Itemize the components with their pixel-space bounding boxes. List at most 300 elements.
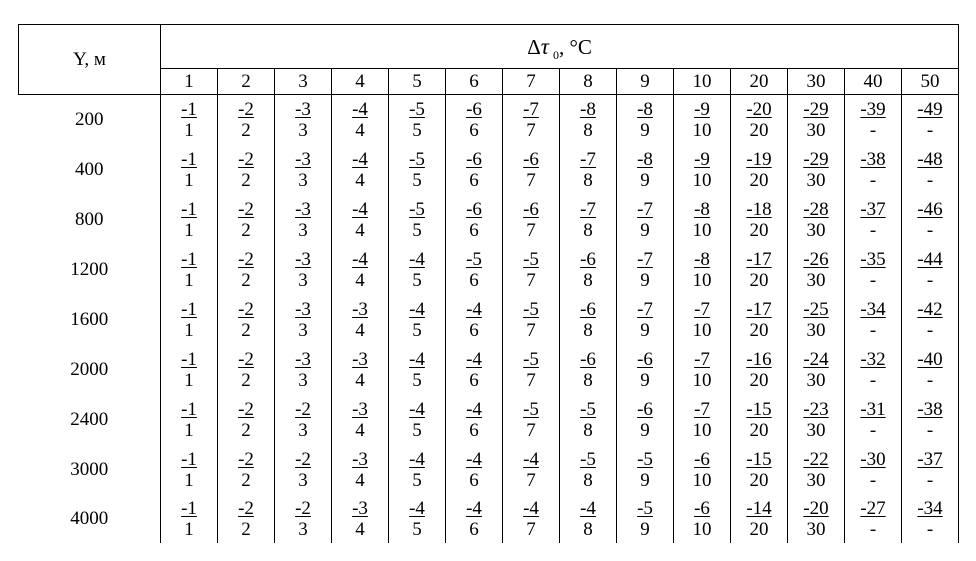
table-cell: [332, 145, 389, 195]
cell-numerator: -1: [181, 249, 197, 270]
table-cell: [332, 245, 389, 295]
table-cell: [788, 295, 845, 345]
cell-numerator: -39: [860, 99, 886, 120]
cell-denominator: 4: [355, 170, 365, 191]
table-cell: [275, 445, 332, 495]
cell-numerator: -2: [238, 199, 254, 220]
table-cell: [617, 145, 674, 195]
cell-numerator: -49: [917, 99, 943, 120]
cell-denominator: 10: [692, 270, 712, 291]
cell-denominator: 2: [241, 320, 251, 341]
cell-numerator: -6: [580, 349, 596, 370]
cell-numerator: -26: [803, 249, 829, 270]
table-cell: [674, 395, 731, 445]
cell-denominator: 9: [640, 519, 650, 540]
cell-numerator: -4: [352, 249, 368, 270]
table-cell: [617, 295, 674, 345]
cell-numerator: -3: [352, 349, 368, 370]
table-cell: [560, 395, 617, 445]
cell-numerator: -15: [746, 449, 772, 470]
cell-denominator: -: [869, 370, 877, 391]
cell-numerator: -6: [466, 199, 482, 220]
cell-numerator: -34: [860, 299, 886, 320]
table-cell: [560, 245, 617, 295]
temperature-correction-table: [18, 24, 959, 543]
cell-denominator: 4: [355, 420, 365, 441]
cell-denominator: 9: [640, 270, 650, 291]
cell-numerator: -5: [580, 399, 596, 420]
table-cell: [218, 295, 275, 345]
cell-denominator: 8: [583, 120, 593, 141]
cell-numerator: -4: [466, 349, 482, 370]
table-cell: [389, 95, 446, 146]
y-column-header: Y, м: [19, 25, 161, 95]
cell-denominator: 2: [241, 270, 251, 291]
y-value: 4000: [19, 495, 161, 543]
cell-numerator: -17: [746, 249, 772, 270]
table-cell: [161, 345, 218, 395]
cell-denominator: 10: [692, 320, 712, 341]
table-cell: [731, 245, 788, 295]
table-cell: [674, 95, 731, 146]
cell-denominator: 9: [640, 320, 650, 341]
table-cell: [845, 395, 902, 445]
cell-denominator: -: [869, 170, 877, 191]
table-cell: [902, 95, 959, 146]
cell-denominator: -: [926, 170, 934, 191]
column-header: 6: [446, 69, 503, 95]
cell-denominator: -: [869, 519, 877, 540]
cell-numerator: -2: [238, 449, 254, 470]
cell-denominator: -: [869, 270, 877, 291]
cell-denominator: 30: [806, 220, 826, 241]
table-cell: [503, 245, 560, 295]
cell-numerator: -6: [466, 99, 482, 120]
cell-denominator: 2: [241, 220, 251, 241]
cell-numerator: -3: [295, 299, 311, 320]
table-cell: [617, 395, 674, 445]
cell-denominator: -: [926, 270, 934, 291]
cell-numerator: -1: [181, 449, 197, 470]
table-cell: [503, 95, 560, 146]
table-cell: [560, 495, 617, 543]
cell-denominator: 6: [469, 220, 479, 241]
cell-numerator: -3: [295, 249, 311, 270]
column-header: 40: [845, 69, 902, 95]
table-cell: [332, 495, 389, 543]
cell-numerator: -1: [181, 99, 197, 120]
table-cell: [788, 345, 845, 395]
cell-denominator: 5: [412, 370, 422, 391]
cell-denominator: -: [926, 470, 934, 491]
table-cell: [332, 445, 389, 495]
cell-denominator: 8: [583, 420, 593, 441]
cell-numerator: -42: [917, 299, 943, 320]
table-cell: [389, 345, 446, 395]
cell-numerator: -5: [409, 99, 425, 120]
table-cell: [788, 195, 845, 245]
column-header: 10: [674, 69, 731, 95]
table-cell: [674, 145, 731, 195]
table-cell: [218, 95, 275, 146]
table-cell: [731, 295, 788, 345]
cell-denominator: 5: [412, 220, 422, 241]
cell-denominator: 4: [355, 320, 365, 341]
cell-numerator: -2: [238, 149, 254, 170]
cell-denominator: 9: [640, 220, 650, 241]
cell-numerator: -22: [803, 449, 829, 470]
cell-denominator: 1: [184, 120, 194, 141]
cell-denominator: 1: [184, 170, 194, 191]
cell-denominator: 20: [749, 320, 769, 341]
cell-numerator: -8: [694, 249, 710, 270]
cell-numerator: -2: [238, 299, 254, 320]
table-cell: [503, 145, 560, 195]
cell-denominator: 3: [298, 220, 308, 241]
cell-numerator: -14: [746, 498, 772, 519]
cell-numerator: -1: [181, 399, 197, 420]
cell-numerator: -28: [803, 199, 829, 220]
tau-symbol: τ: [540, 33, 549, 59]
cell-numerator: -9: [694, 149, 710, 170]
table-cell: [161, 395, 218, 445]
table-cell: [731, 145, 788, 195]
table-cell: [389, 245, 446, 295]
cell-denominator: 3: [298, 420, 308, 441]
cell-denominator: 30: [806, 320, 826, 341]
cell-denominator: 7: [526, 220, 536, 241]
table-cell: [446, 395, 503, 445]
table-cell: [560, 345, 617, 395]
cell-numerator: -5: [523, 249, 539, 270]
cell-denominator: 20: [749, 470, 769, 491]
y-value: 2000: [19, 345, 161, 395]
cell-denominator: 6: [469, 320, 479, 341]
cell-numerator: -4: [409, 399, 425, 420]
table-cell: [389, 145, 446, 195]
cell-numerator: -7: [694, 299, 710, 320]
table-cell: [389, 295, 446, 345]
cell-numerator: -4: [466, 498, 482, 519]
cell-denominator: 1: [184, 420, 194, 441]
table-cell: [674, 345, 731, 395]
table-cell: [617, 245, 674, 295]
cell-denominator: -: [926, 120, 934, 141]
column-header: 30: [788, 69, 845, 95]
cell-denominator: -: [926, 370, 934, 391]
y-value: 200: [19, 95, 161, 146]
table-cell: [788, 445, 845, 495]
cell-denominator: 7: [526, 370, 536, 391]
table-cell: [503, 295, 560, 345]
table-cell: [389, 195, 446, 245]
cell-numerator: -2: [295, 449, 311, 470]
cell-numerator: -5: [523, 299, 539, 320]
y-value: 400: [19, 145, 161, 195]
cell-numerator: -25: [803, 299, 829, 320]
cell-numerator: -2: [238, 349, 254, 370]
cell-numerator: -3: [295, 99, 311, 120]
cell-numerator: -2: [238, 399, 254, 420]
table-cell: [161, 195, 218, 245]
cell-numerator: -37: [860, 199, 886, 220]
table-cell: [332, 95, 389, 146]
cell-denominator: 3: [298, 470, 308, 491]
cell-numerator: -6: [580, 249, 596, 270]
cell-numerator: -19: [746, 149, 772, 170]
cell-denominator: 5: [412, 270, 422, 291]
cell-numerator: -48: [917, 149, 943, 170]
table-cell: [332, 195, 389, 245]
cell-numerator: -32: [860, 349, 886, 370]
cell-numerator: -4: [523, 498, 539, 519]
cell-denominator: 5: [412, 420, 422, 441]
cell-denominator: 10: [692, 420, 712, 441]
cell-numerator: -40: [917, 349, 943, 370]
table-cell: [617, 195, 674, 245]
table-row: [19, 395, 959, 445]
cell-numerator: -3: [295, 199, 311, 220]
cell-denominator: -: [926, 519, 934, 540]
cell-numerator: -35: [860, 249, 886, 270]
cell-numerator: -4: [466, 449, 482, 470]
cell-numerator: -7: [523, 99, 539, 120]
table-cell: [218, 445, 275, 495]
cell-denominator: -: [869, 420, 877, 441]
cell-denominator: 6: [469, 270, 479, 291]
table-cell: [389, 445, 446, 495]
cell-numerator: -37: [917, 449, 943, 470]
cell-numerator: -8: [637, 99, 653, 120]
cell-denominator: 7: [526, 420, 536, 441]
table-row: [19, 245, 959, 295]
cell-denominator: 6: [469, 170, 479, 191]
cell-numerator: -27: [860, 498, 886, 519]
table-cell: [161, 95, 218, 146]
cell-numerator: -8: [580, 99, 596, 120]
cell-numerator: -4: [466, 299, 482, 320]
cell-numerator: -3: [352, 399, 368, 420]
cell-denominator: 20: [749, 370, 769, 391]
cell-denominator: 1: [184, 270, 194, 291]
delta-symbol: Δ: [527, 34, 541, 59]
cell-numerator: -4: [580, 498, 596, 519]
cell-numerator: -18: [746, 199, 772, 220]
cell-denominator: 10: [692, 470, 712, 491]
table-cell: [902, 345, 959, 395]
cell-numerator: -1: [181, 349, 197, 370]
table-cell: [902, 395, 959, 445]
cell-numerator: -3: [295, 149, 311, 170]
table-cell: [446, 195, 503, 245]
table-cell: [446, 245, 503, 295]
cell-denominator: 4: [355, 470, 365, 491]
column-header: 7: [503, 69, 560, 95]
cell-denominator: 3: [298, 170, 308, 191]
cell-denominator: 6: [469, 470, 479, 491]
cell-denominator: 6: [469, 420, 479, 441]
cell-denominator: 4: [355, 120, 365, 141]
cell-denominator: 4: [355, 270, 365, 291]
cell-denominator: 10: [692, 519, 712, 540]
cell-denominator: 6: [469, 120, 479, 141]
y-value: 1200: [19, 245, 161, 295]
column-header: 9: [617, 69, 674, 95]
column-header: 2: [218, 69, 275, 95]
table-cell: [845, 495, 902, 543]
column-header: 50: [902, 69, 959, 95]
cell-denominator: 8: [583, 170, 593, 191]
cell-denominator: -: [869, 120, 877, 141]
table-cell: [332, 295, 389, 345]
table-cell: [446, 495, 503, 543]
y-value: 2400: [19, 395, 161, 445]
table-cell: [788, 95, 845, 146]
cell-denominator: 30: [806, 170, 826, 191]
table-cell: [275, 245, 332, 295]
table-cell: [845, 295, 902, 345]
table-cell: [332, 345, 389, 395]
cell-numerator: -6: [637, 349, 653, 370]
cell-denominator: 8: [583, 270, 593, 291]
table-row: [19, 145, 959, 195]
cell-numerator: -1: [181, 149, 197, 170]
cell-numerator: -8: [637, 149, 653, 170]
cell-denominator: -: [926, 420, 934, 441]
table-cell: [731, 345, 788, 395]
table-cell: [560, 445, 617, 495]
unit-label: , °C: [558, 34, 592, 59]
column-header: 1: [161, 69, 218, 95]
cell-numerator: -7: [694, 349, 710, 370]
cell-denominator: 7: [526, 270, 536, 291]
cell-denominator: 1: [184, 470, 194, 491]
cell-numerator: -5: [580, 449, 596, 470]
cell-numerator: -8: [694, 199, 710, 220]
cell-numerator: -6: [694, 498, 710, 519]
cell-denominator: 9: [640, 470, 650, 491]
cell-numerator: -2: [238, 249, 254, 270]
cell-numerator: -4: [409, 349, 425, 370]
table-cell: [389, 395, 446, 445]
cell-denominator: 2: [241, 370, 251, 391]
table-cell: [218, 345, 275, 395]
table-cell: [731, 195, 788, 245]
table-cell: [161, 145, 218, 195]
table-cell: [617, 495, 674, 543]
cell-denominator: 8: [583, 370, 593, 391]
table-row: [19, 95, 959, 146]
cell-denominator: 9: [640, 120, 650, 141]
cell-denominator: 6: [469, 370, 479, 391]
cell-denominator: 1: [184, 320, 194, 341]
cell-numerator: -29: [803, 149, 829, 170]
cell-numerator: -16: [746, 349, 772, 370]
table-cell: [560, 145, 617, 195]
cell-denominator: 8: [583, 320, 593, 341]
cell-numerator: -4: [352, 99, 368, 120]
cell-numerator: -6: [637, 399, 653, 420]
tau-subscript: 0: [552, 47, 559, 62]
cell-numerator: -2: [295, 399, 311, 420]
cell-denominator: 7: [526, 470, 536, 491]
table-cell: [788, 495, 845, 543]
table-cell: [560, 95, 617, 146]
cell-numerator: -20: [746, 99, 772, 120]
table-cell: [617, 95, 674, 146]
cell-numerator: -7: [637, 199, 653, 220]
cell-numerator: -5: [637, 498, 653, 519]
table-cell: [503, 195, 560, 245]
table-cell: [845, 445, 902, 495]
table-cell: [446, 95, 503, 146]
cell-numerator: -4: [466, 399, 482, 420]
cell-numerator: -1: [181, 199, 197, 220]
table-cell: [674, 445, 731, 495]
table-cell: [731, 395, 788, 445]
table-cell: [674, 195, 731, 245]
cell-numerator: -4: [409, 249, 425, 270]
cell-denominator: 3: [298, 120, 308, 141]
cell-numerator: -2: [238, 99, 254, 120]
cell-numerator: -5: [466, 249, 482, 270]
cell-numerator: -5: [409, 149, 425, 170]
cell-numerator: -38: [860, 149, 886, 170]
table-row: [19, 445, 959, 495]
cell-denominator: 30: [806, 519, 826, 540]
table-row: [19, 195, 959, 245]
cell-denominator: 4: [355, 220, 365, 241]
cell-denominator: 2: [241, 519, 251, 540]
cell-numerator: -15: [746, 399, 772, 420]
table-cell: [446, 145, 503, 195]
table-row: [19, 495, 959, 543]
cell-numerator: -4: [409, 299, 425, 320]
cell-numerator: -4: [352, 199, 368, 220]
cell-numerator: -7: [694, 399, 710, 420]
cell-numerator: -17: [746, 299, 772, 320]
cell-denominator: -: [926, 220, 934, 241]
cell-denominator: 20: [749, 170, 769, 191]
table-cell: [902, 195, 959, 245]
cell-denominator: 10: [692, 170, 712, 191]
table-cell: [446, 345, 503, 395]
cell-numerator: -29: [803, 99, 829, 120]
table-cell: [503, 345, 560, 395]
column-header: 4: [332, 69, 389, 95]
cell-numerator: -31: [860, 399, 886, 420]
cell-denominator: 5: [412, 519, 422, 540]
table-cell: [902, 495, 959, 543]
cell-numerator: -24: [803, 349, 829, 370]
cell-denominator: 20: [749, 220, 769, 241]
delta-tau-header: [161, 25, 959, 69]
table-cell: [731, 495, 788, 543]
cell-denominator: -: [869, 220, 877, 241]
table-cell: [674, 495, 731, 543]
cell-numerator: -7: [580, 199, 596, 220]
table-cell: [218, 495, 275, 543]
cell-numerator: -6: [694, 449, 710, 470]
table-cell: [275, 195, 332, 245]
table-cell: [617, 345, 674, 395]
table-cell: [902, 145, 959, 195]
table-cell: [275, 95, 332, 146]
table-cell: [275, 495, 332, 543]
cell-numerator: -4: [352, 149, 368, 170]
cell-numerator: -23: [803, 399, 829, 420]
table-cell: [161, 245, 218, 295]
